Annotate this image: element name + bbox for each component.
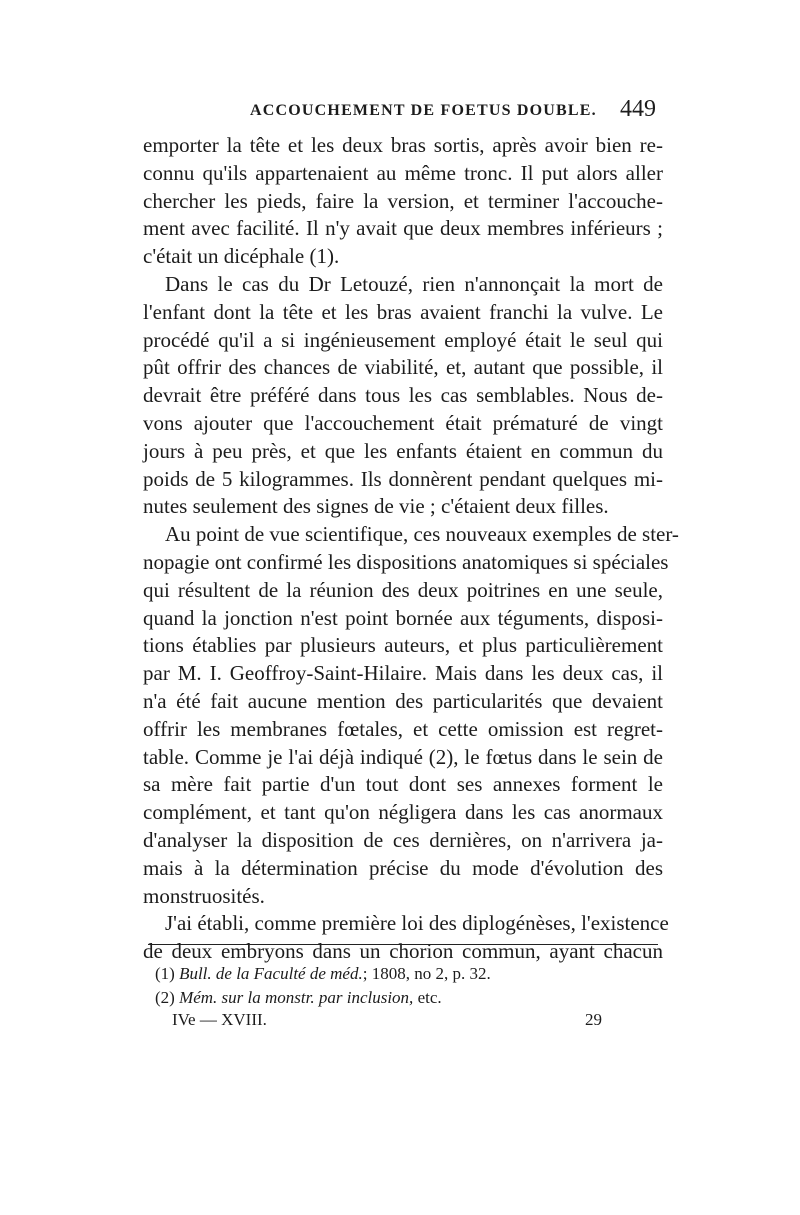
text-line: sa mère fait partie d'un tout dont ses annexes forment le: [143, 772, 663, 797]
footnotes: [155, 962, 660, 1010]
footnote-2-mark: (2): [155, 988, 175, 1007]
text-line: offrir les membranes fœtales, et cette omission est regret-: [143, 716, 663, 741]
body-text: [143, 132, 679, 966]
text-line: devrait être préféré dans tous les cas semblables. Nous de-: [143, 383, 663, 408]
text-line: nopagie ont confirmé les dispositions anatomiques si spéciales: [143, 549, 669, 574]
text-line: complément, et tant qu'on négligera dans les cas anormaux: [143, 800, 663, 825]
text-line: par M. I. Geoffroy-Saint-Hilaire. Mais dans les deux cas, il: [143, 661, 663, 686]
text-line: qui résultent de la réunion des deux poitrines en une seule,: [143, 577, 663, 602]
sheet-signature: 29: [585, 1010, 602, 1029]
text-line: vons ajouter que l'accouchement était prématuré de vingt: [143, 410, 663, 435]
page-number: 449: [620, 96, 656, 122]
text-line: J'ai établi, comme première loi des diplogénèses, l'existence: [165, 911, 669, 936]
text-line: chercher les pieds, faire la version, et terminer l'accouche-: [143, 188, 663, 213]
text-line: table. Comme je l'ai déjà indiqué (2), le fœtus dans le sein de: [143, 744, 663, 769]
series-signature: IVe — XVIII.: [172, 1010, 267, 1029]
text-line: nutes seulement des signes de vie ; c'étaient deux filles.: [143, 494, 609, 519]
text-line: procédé qu'il a si ingénieusement employé était le seul qui: [143, 327, 663, 352]
footnote-1-mark: (1): [155, 964, 175, 983]
text-line: pût offrir des chances de viabilité, et, autant que possible, il: [143, 355, 663, 380]
text-line: quand la jonction n'est point bornée aux téguments, disposi-: [143, 605, 663, 630]
footnote-2-title: Mém. sur la monstr. par inclusion,: [179, 988, 414, 1007]
footnote-2-rest: etc.: [417, 988, 442, 1007]
text-line: emporter la tête et les deux bras sortis, après avoir bien re-: [143, 133, 663, 157]
text-line: Dans le cas du Dr Letouzé, rien n'annonçait la mort de: [165, 271, 663, 296]
footnote-divider: [148, 944, 658, 945]
footnote-2: [155, 986, 660, 1010]
footnote-1: [155, 962, 660, 986]
text-line: tions établies par plusieurs auteurs, et plus particulièrement: [143, 633, 663, 658]
text-line: jours à peu près, et que les enfants étaient en commun du: [143, 438, 663, 463]
text-line: connu qu'ils appartenaient au même tronc. Il put alors aller: [143, 160, 663, 185]
footnote-1-rest: ; 1808, no 2, p. 32.: [362, 964, 491, 983]
text-line: d'analyser la disposition de ces dernières, on n'arrivera ja-: [143, 827, 663, 852]
text-line: Au point de vue scientifique, ces nouveaux exemples de ster-: [165, 522, 679, 547]
footnote-1-title: Bull. de la Faculté de méd.: [179, 964, 363, 983]
signature-line: [172, 1010, 602, 1036]
text-line: n'a été fait aucune mention des particularités que devaient: [143, 688, 663, 713]
text-line: ment avec facilité. Il n'y avait que deux membres inférieurs ;: [143, 216, 663, 241]
text-line: monstruosités.: [143, 883, 265, 908]
text-line: c'était un dicéphale (1).: [143, 244, 340, 269]
text-line: poids de 5 kilogrammes. Ils donnèrent pendant quelques mi-: [143, 466, 663, 491]
text-line: l'enfant dont la tête et les bras avaient franchi la vulve. Le: [143, 299, 663, 324]
running-title: ACCOUCHEMENT DE FOETUS DOUBLE.: [250, 102, 597, 119]
text-line: mais à la détermination précise du mode d'évolution des: [143, 855, 663, 880]
text-line: de deux embryons dans un chorion commun, ayant chacun: [143, 939, 663, 964]
running-head: [0, 96, 800, 130]
